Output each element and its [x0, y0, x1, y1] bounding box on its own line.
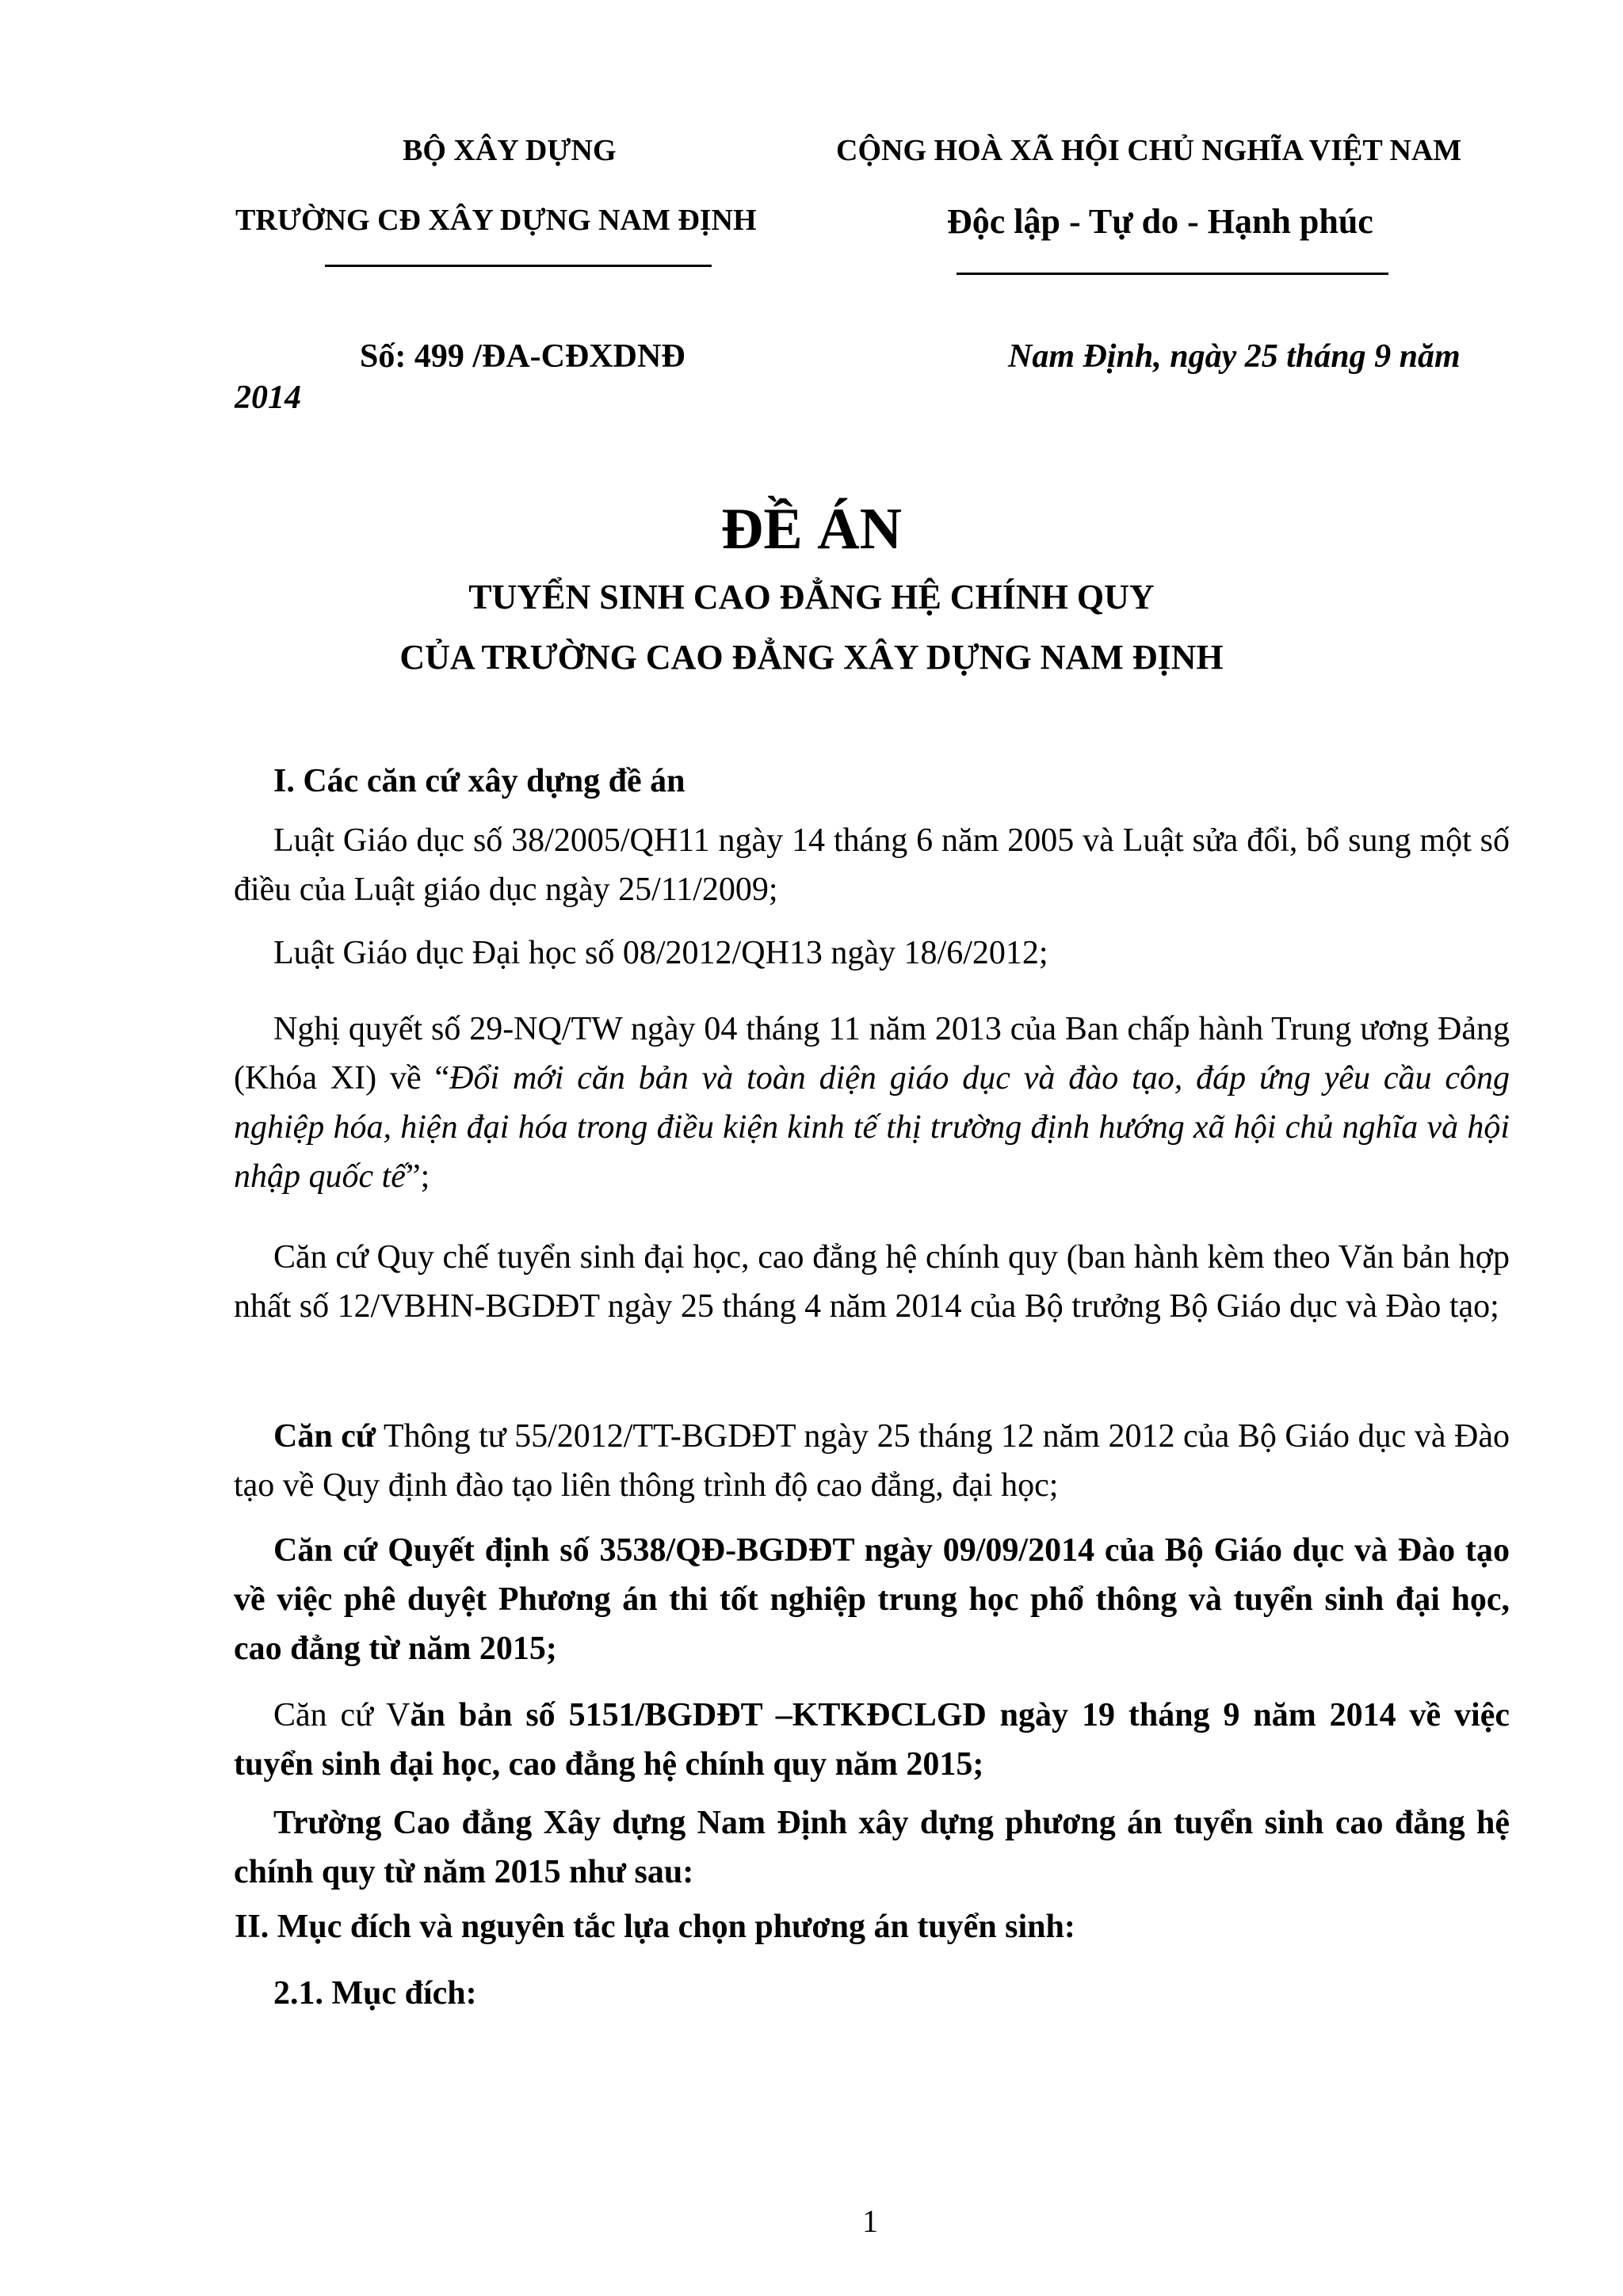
paragraph-1: Luật Giáo dục số 38/2005/QH11 ngày 14 tháng 6 năm 2005 và Luật sửa đổi, bổ sung một số điều của Luật giáo dục ngày 25/11/2009;: [234, 822, 1510, 908]
paragraph-8: Trường Cao đẳng Xây dựng Nam Định xây dựng phương án tuyển sinh cao đẳng hệ chính quy từ năm 2015 như sau:: [234, 1805, 1510, 1890]
document-subtitle-2: CỦA TRƯỜNG CAO ĐẲNG XÂY DỰNG NAM ĐỊNH: [399, 638, 1224, 677]
header-school: TRƯỜNG CĐ XÂY DỰNG NAM ĐỊNH: [235, 204, 757, 237]
section-1-heading: I. Các căn cứ xây dựng đề án: [273, 763, 685, 799]
page-number: 1: [862, 2203, 878, 2239]
paragraph-5: [234, 1412, 1510, 1510]
paragraph-5-lead: Căn cứ: [273, 1418, 376, 1455]
document-subtitle-1: TUYỂN SINH CAO ĐẲNG HỆ CHÍNH QUY: [468, 578, 1155, 616]
paragraph-2: Luật Giáo dục Đại học số 08/2012/QH13 ngày 18/6/2012;: [273, 935, 1048, 971]
header-right-underline: [957, 273, 1388, 275]
section-2-1-heading: 2.1. Mục đích:: [273, 1975, 477, 2012]
paragraph-7-lead: Căn cứ V: [273, 1697, 411, 1733]
header-motto: Độc lập - Tự do - Hạnh phúc: [947, 202, 1373, 241]
paragraph-3-lead: Nghị quyết số 29-NQ/TW ngày 04 tháng 11 năm 2013 của Ban chấp hành Trung ương Đảng (Khóa XI) về “: [234, 1011, 1510, 1097]
header-nation: CỘNG HOÀ XÃ HỘI CHỦ NGHĨA VIỆT NAM: [836, 134, 1462, 167]
section-2-heading: II. Mục đích và nguyên tắc lựa chọn phương án tuyển sinh:: [235, 1909, 1075, 1945]
paragraph-3-quote: Đổi mới căn bản và toàn diện giáo dục và đào tạo, đáp ứng yêu cầu công nghiệp hóa, hiện đại hóa trong điều kiện kinh tế thị trường định hướng xã hội chủ nghĩa và hội nhập quốc tế: [234, 1060, 1510, 1195]
paragraph-4: Căn cứ Quy chế tuyển sinh đại học, cao đẳng hệ chính quy (ban hành kèm theo Văn bản hợp nhất số 12/VBHN-BGDĐT ngày 25 tháng 4 năm 2014 của Bộ trưởng Bộ Giáo dục và Đào tạo;: [234, 1239, 1510, 1325]
paragraph-3: [234, 1005, 1510, 1201]
paragraph-7: [234, 1691, 1510, 1789]
document-year: 2014: [235, 379, 301, 416]
header-left-underline: [325, 265, 712, 267]
paragraph-7-body: ăn bản số 5151/BGDĐT –KTKĐCLGD ngày 19 tháng 9 năm 2014 về việc tuyển sinh đại học, cao đẳng hệ chính quy năm 2015;: [234, 1697, 1510, 1783]
header-ministry: BỘ XÂY DỰNG: [403, 134, 617, 167]
document-number: Số: 499 /ĐA-CĐXDNĐ: [360, 338, 685, 375]
document-date: Nam Định, ngày 25 tháng 9 năm: [1008, 338, 1461, 375]
paragraph-3-tail: ”;: [405, 1158, 430, 1195]
document-title: ĐỀ ÁN: [720, 497, 903, 562]
paragraph-6: Căn cứ Quyết định số 3538/QĐ-BGDĐT ngày 09/09/2014 của Bộ Giáo dục và Đào tạo về việc phê duyệt Phương án thi tốt nghiệp trung học phổ thông và tuyển sinh đại học, cao đẳng từ năm 2015;: [234, 1532, 1510, 1667]
paragraph-5-body: Thông tư 55/2012/TT-BGDĐT ngày 25 tháng 12 năm 2012 của Bộ Giáo dục và Đào tạo về Quy định đào tạo liên thông trình độ cao đẳng, đại học;: [234, 1418, 1510, 1504]
